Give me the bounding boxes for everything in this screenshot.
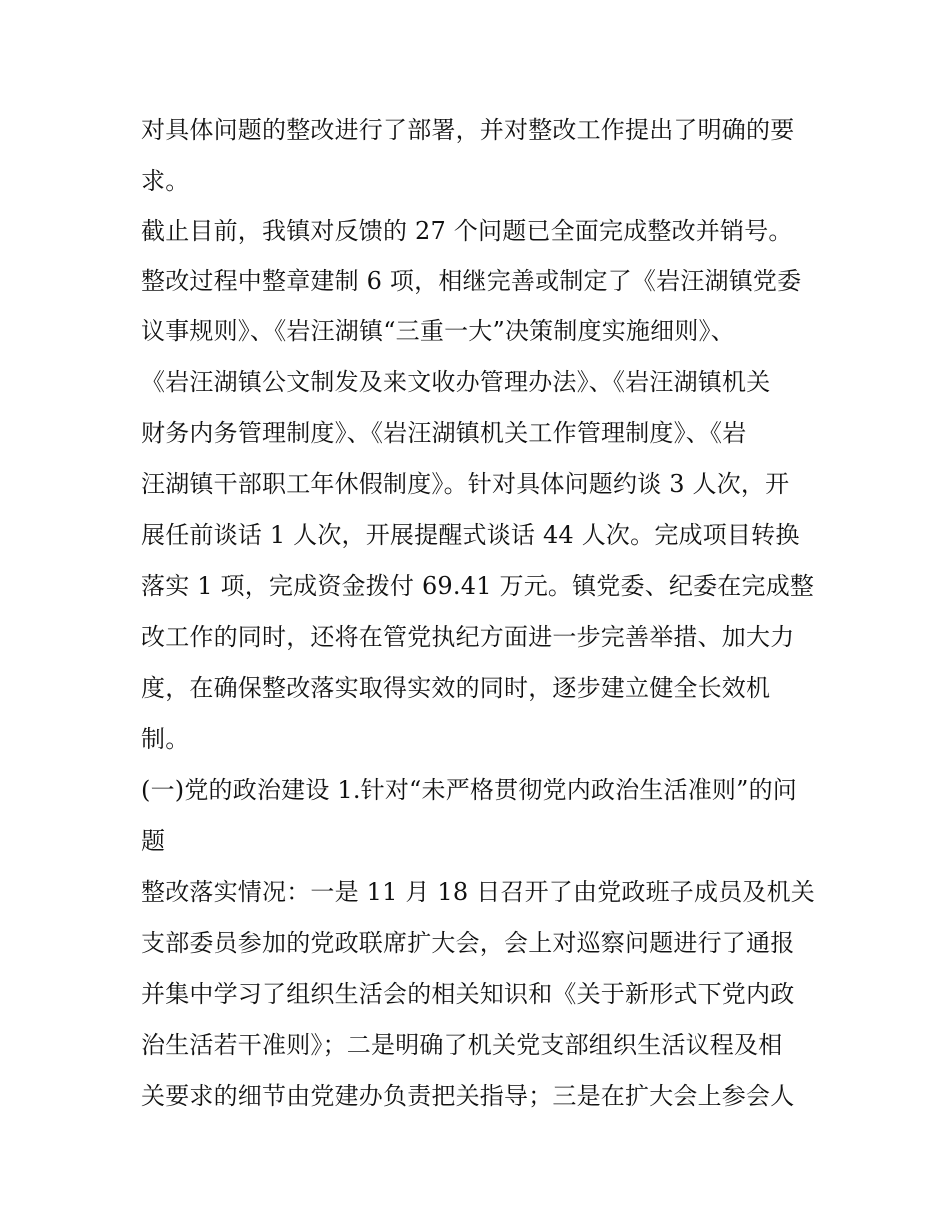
text-line-19: 治生活若干准则》；二是明确了机关党支部组织生活议程及相	[141, 1031, 783, 1059]
text-line-5: 议事规则》、《岩汪湖镇“三重一大”决策制度实施细则》、	[141, 317, 735, 345]
text-line-11: 改工作的同时，还将在管党执纪方面进一步完善举措、加大力	[141, 623, 795, 651]
text-line-17: 支部委员参加的党政联席扩大会，会上对巡察问题进行了通报	[141, 929, 795, 957]
text-line-10: 落实 1 项，完成资金拨付 69.41 万元。镇党委、纪委在完成整	[141, 572, 815, 600]
text-line-16: 整改落实情况：一是 11 月 18 日召开了由党政班子成员及机关	[141, 878, 815, 906]
text-line-4: 整改过程中整章建制 6 项，相继完善或制定了《岩汪湖镇党委	[141, 267, 802, 295]
text-line-9: 展任前谈话 1 人次，开展提醒式谈话 44 人次。完成项目转换	[141, 521, 800, 549]
text-line-2: 求。	[141, 167, 190, 195]
text-line-14: (一)党的政治建设 1.针对“未严格贯彻党内政治生活准则”的问	[141, 776, 797, 804]
text-line-13: 制。	[141, 725, 190, 753]
text-line-15: 题	[141, 827, 166, 855]
text-line-3: 截止目前，我镇对反馈的 27 个问题已全面完成整改并销号。	[141, 217, 793, 245]
text-line-7: 财务内务管理制度》、《岩汪湖镇机关工作管理制度》、《岩	[141, 419, 747, 447]
text-line-20: 关要求的细节由党建办负责把关指导；三是在扩大会上参会人	[141, 1082, 795, 1110]
text-line-8: 汪湖镇干部职工年休假制度》。针对具体问题约谈 3 人次，开	[141, 470, 790, 498]
text-line-18: 并集中学习了组织生活会的相关知识和《关于新形式下党内政	[141, 980, 795, 1008]
text-line-6: 《岩汪湖镇公文制发及来文收办管理办法》、《岩汪湖镇机关	[141, 368, 771, 396]
text-line-12: 度，在确保整改落实取得实效的同时，逐步建立健全长效机	[141, 674, 771, 702]
text-line-1: 对具体问题的整改进行了部署，并对整改工作提出了明确的要	[141, 116, 795, 144]
